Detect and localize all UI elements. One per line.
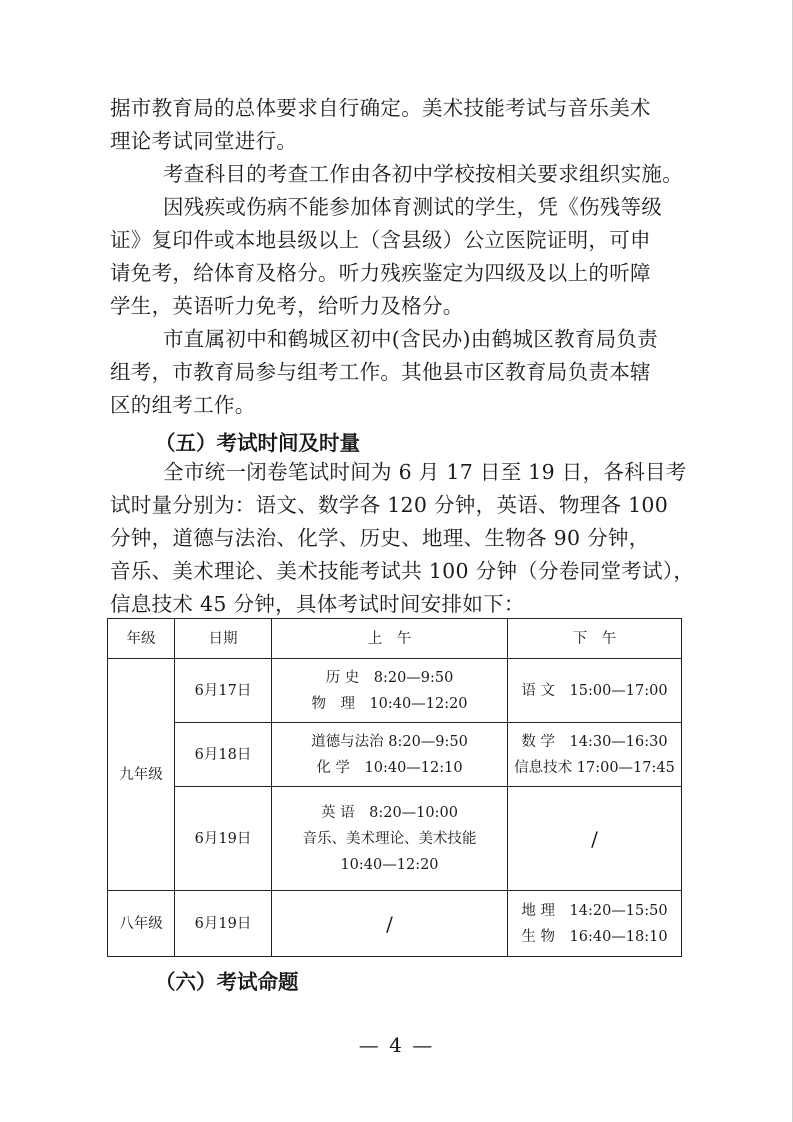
pm-line: 地 理 14:20—15:50 <box>521 902 668 919</box>
am-cell-empty: / <box>272 891 508 957</box>
paragraph-line: 考查科目的考查工作由各初中学校按相关要求组织实施。 <box>163 162 683 186</box>
paragraph-line: 因残疾或伤病不能参加体育测试的学生，凭《伤残等级 <box>163 195 663 219</box>
pm-line: 信息技术 17:00—17:45 <box>514 759 675 776</box>
table-header-row <box>108 619 682 659</box>
paragraph-line: 证》复印件或本地县级以上（含县级）公立医院证明，可申 <box>110 228 651 252</box>
paragraph-line: 市直属初中和鹤城区初中(含民办)由鹤城区教育局负责 <box>163 327 658 351</box>
section-heading: （五）考试时间及时量 <box>155 431 360 455</box>
table-row <box>108 891 682 957</box>
pm-cell-empty: / <box>508 787 682 891</box>
date-cell: 6月18日 <box>175 723 272 787</box>
paragraph-line: 学生，英语听力免考，给听力及格分。 <box>110 294 464 318</box>
grade-cell: 九年级 <box>108 659 175 891</box>
table-row <box>108 723 682 787</box>
am-line: 物 理 10:40—12:20 <box>311 695 468 712</box>
pm-line: 生 物 16:40—18:10 <box>521 928 668 945</box>
am-cell <box>272 659 508 723</box>
pm-cell <box>508 723 682 787</box>
header-grade: 年级 <box>108 619 175 659</box>
page-number: — 4 — <box>358 1033 435 1057</box>
table-row <box>108 787 682 891</box>
grade-cell: 八年级 <box>108 891 175 957</box>
pm-line: 语 文 15:00—17:00 <box>521 682 668 699</box>
paragraph-line: 请免考，给体育及格分。听力残疾鉴定为四级及以上的听障 <box>110 261 651 285</box>
date-cell: 6月19日 <box>175 891 272 957</box>
am-line: 英 语 8:20—10:00 <box>321 804 458 821</box>
header-date: 日期 <box>175 619 272 659</box>
date-cell: 6月19日 <box>175 787 272 891</box>
date-cell: 6月17日 <box>175 659 272 723</box>
am-line: 音乐、美术理论、美术技能 <box>302 830 477 847</box>
am-line: 历 史 8:20—9:50 <box>325 669 454 686</box>
pm-cell <box>508 891 682 957</box>
table-row <box>108 659 682 723</box>
section-heading: （六）考试命题 <box>155 970 299 994</box>
pm-line: 数 学 14:30—16:30 <box>521 733 668 750</box>
header-pm: 下 午 <box>508 619 682 659</box>
paragraph-line: 组考，市教育局参与组考工作。其他县市区教育局负责本辖 <box>110 360 651 384</box>
am-cell <box>272 787 508 891</box>
am-line: 化 学 10:40—12:10 <box>316 759 463 776</box>
paragraph-line: 全市统一闭卷笔试时间为 6 月 17 日至 19 日，各科目考 <box>163 460 687 484</box>
paragraph-line: 信息技术 45 分钟，具体考试时间安排如下： <box>110 592 525 616</box>
paragraph-line: 区的组考工作。 <box>110 393 256 417</box>
am-line: 道德与法治 8:20—9:50 <box>311 733 468 750</box>
paragraph-line: 理论考试同堂进行。 <box>110 129 298 153</box>
exam-schedule-table <box>107 618 682 957</box>
paragraph-line: 音乐、美术理论、美术技能考试共 100 分钟（分卷同堂考试）， <box>110 559 695 583</box>
paragraph-line: 据市教育局的总体要求自行确定。美术技能考试与音乐美术 <box>110 96 651 120</box>
paragraph-line: 分钟，道德与法治、化学、历史、地理、生物各 90 分钟， <box>110 526 650 550</box>
am-line: 10:40—12:20 <box>340 856 439 873</box>
am-cell <box>272 723 508 787</box>
header-am: 上 午 <box>272 619 508 659</box>
paragraph-line: 试时量分别为：语文、数学各 120 分钟，英语、物理各 100 <box>110 493 669 517</box>
pm-cell <box>508 659 682 723</box>
